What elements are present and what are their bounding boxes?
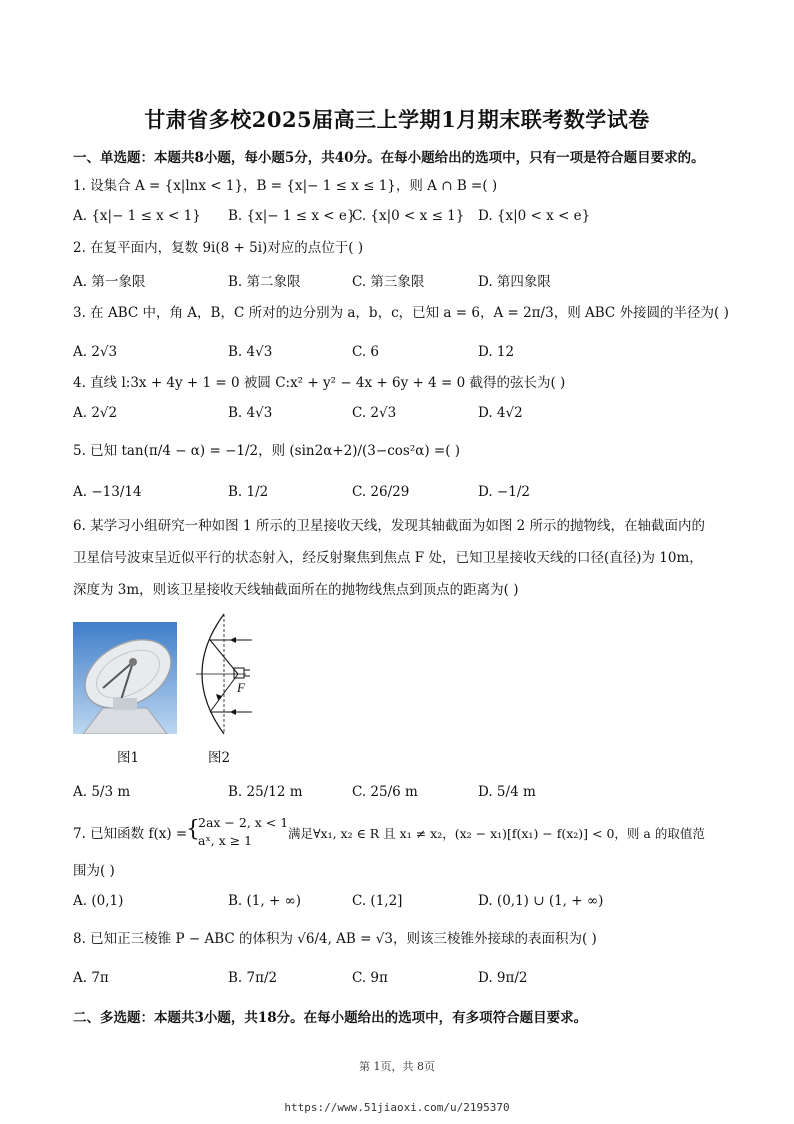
question-6-line-3: 深度为 3m，则该卫星接收天线轴截面所在的抛物线焦点到顶点的距离为( ) <box>73 582 519 598</box>
question-1-stem: 1. 设集合 A = {x|lnx < 1}，B = {x|− 1 ≤ x ≤ 1}，则 A ∩ B =( ) <box>73 178 498 194</box>
q6-option-b[interactable]: B. 25/12 m <box>228 784 303 800</box>
q6-option-a[interactable]: A. 5/3 m <box>73 784 131 800</box>
q7-option-a[interactable]: A. (0,1) <box>73 893 124 909</box>
section-heading-multiple-choice: 二、多选题：本题共3小题，共18分。在每小题给出的选项中，有多项符合题目要求。 <box>73 1010 588 1026</box>
piecewise-brace: { <box>186 817 200 842</box>
q3-option-d[interactable]: D. 12 <box>478 344 515 360</box>
q2-option-b[interactable]: B. 第二象限 <box>228 274 301 290</box>
q3-option-b[interactable]: B. 4√3 <box>228 344 273 360</box>
q5-option-d[interactable]: D. −1/2 <box>478 484 530 500</box>
q4-option-b[interactable]: B. 4√3 <box>228 405 273 421</box>
page-title: 甘肃省多校2025届高三上学期1月期末联考数学试卷 <box>144 107 650 132</box>
q2-option-d[interactable]: D. 第四象限 <box>478 274 551 290</box>
q7-option-b[interactable]: B. (1, + ∞) <box>228 893 302 909</box>
question-4-stem: 4. 直线 l:3x + 4y + 1 = 0 被圆 C:x² + y² − 4x + 6y + 4 = 0 截得的弦长为( ) <box>73 375 566 391</box>
q6-option-c[interactable]: C. 25/6 m <box>352 784 418 800</box>
figure-1-label: 图1 <box>117 750 140 766</box>
q8-option-a[interactable]: A. 7π <box>73 970 109 986</box>
q3-option-a[interactable]: A. 2√3 <box>73 344 118 360</box>
question-6-line-2: 卫星信号波束呈近似平行的状态射入，经反射聚焦到焦点 F 处，已知卫星接收天线的口径(直径)为 10m， <box>73 550 703 566</box>
q2-option-a[interactable]: A. 第一象限 <box>73 274 146 290</box>
q5-option-a[interactable]: A. −13/14 <box>73 484 142 500</box>
page-footer: 第 1页，共 8页 <box>359 1060 435 1073</box>
watermark-url[interactable]: https://www.51jiaoxi.com/u/2195370 <box>284 1101 510 1114</box>
q7-option-d[interactable]: D. (0,1) ∪ (1, + ∞) <box>478 893 604 909</box>
q3-option-c[interactable]: C. 6 <box>352 344 380 360</box>
question-3-stem: 3. 在 ABC 中，角 A，B，C 所对的边分别为 a，b，c，已知 a = 6，A = 2π/3，则 ABC 外接圆的半径为( ) <box>73 305 729 321</box>
q1-option-a[interactable]: A. {x|− 1 ≤ x < 1} <box>73 208 201 224</box>
figure-2-label: 图2 <box>208 750 231 766</box>
question-2-stem: 2. 在复平面内，复数 9i(8 + 5i)对应的点位于( ) <box>73 240 364 256</box>
q8-option-d[interactable]: D. 9π/2 <box>478 970 528 986</box>
q4-option-d[interactable]: D. 4√2 <box>478 405 523 421</box>
satellite-dish-photo <box>73 622 177 734</box>
question-7-stem-end: 满足∀x₁, x₂ ∈ R 且 x₁ ≠ x₂，(x₂ − x₁)[f(x₁) − f(x₂)] < 0，则 a 的取值范 <box>288 826 705 841</box>
q1-option-b[interactable]: B. {x|− 1 ≤ x < e} <box>228 208 356 224</box>
question-7-case-2: aˣ, x ≥ 1 <box>198 833 253 848</box>
q5-option-c[interactable]: C. 26/29 <box>352 484 410 500</box>
q8-option-c[interactable]: C. 9π <box>352 970 388 986</box>
section-heading-single-choice: 一、单选题：本题共8小题，每小题5分，共40分。在每小题给出的选项中，只有一项是符合题目要求的。 <box>73 150 705 166</box>
q4-option-a[interactable]: A. 2√2 <box>73 405 118 421</box>
q7-option-c[interactable]: C. (1,2] <box>352 893 403 909</box>
q1-option-c[interactable]: C. {x|0 < x ≤ 1} <box>352 208 465 224</box>
question-6-line-1: 6. 某学习小组研究一种如图 1 所示的卫星接收天线，发现其轴截面为如图 2 所示的抛物线，在轴截面内的 <box>73 518 706 534</box>
q4-option-c[interactable]: C. 2√3 <box>352 405 397 421</box>
parabola-diagram <box>188 612 258 736</box>
question-7-line-2: 围为( ) <box>73 863 115 879</box>
question-7-case-1: 2ax − 2, x < 1 <box>198 815 289 830</box>
question-8-stem: 8. 已知正三棱锥 P − ABC 的体积为 √6/4, AB = √3，则该三棱锥外接球的表面积为( ) <box>73 931 597 947</box>
focus-f-label: F <box>237 680 245 695</box>
q8-option-b[interactable]: B. 7π/2 <box>228 970 278 986</box>
question-5-stem: 5. 已知 tan(π/4 − α) = −1/2，则 (sin2α+2)/(3−cos²α) =( ) <box>73 443 461 459</box>
q1-option-d[interactable]: D. {x|0 < x < e} <box>478 208 591 224</box>
q6-option-d[interactable]: D. 5/4 m <box>478 784 536 800</box>
question-7-stem-start: 7. 已知函数 f(x) = <box>73 826 188 842</box>
q2-option-c[interactable]: C. 第三象限 <box>352 274 425 290</box>
q5-option-b[interactable]: B. 1/2 <box>228 484 269 500</box>
